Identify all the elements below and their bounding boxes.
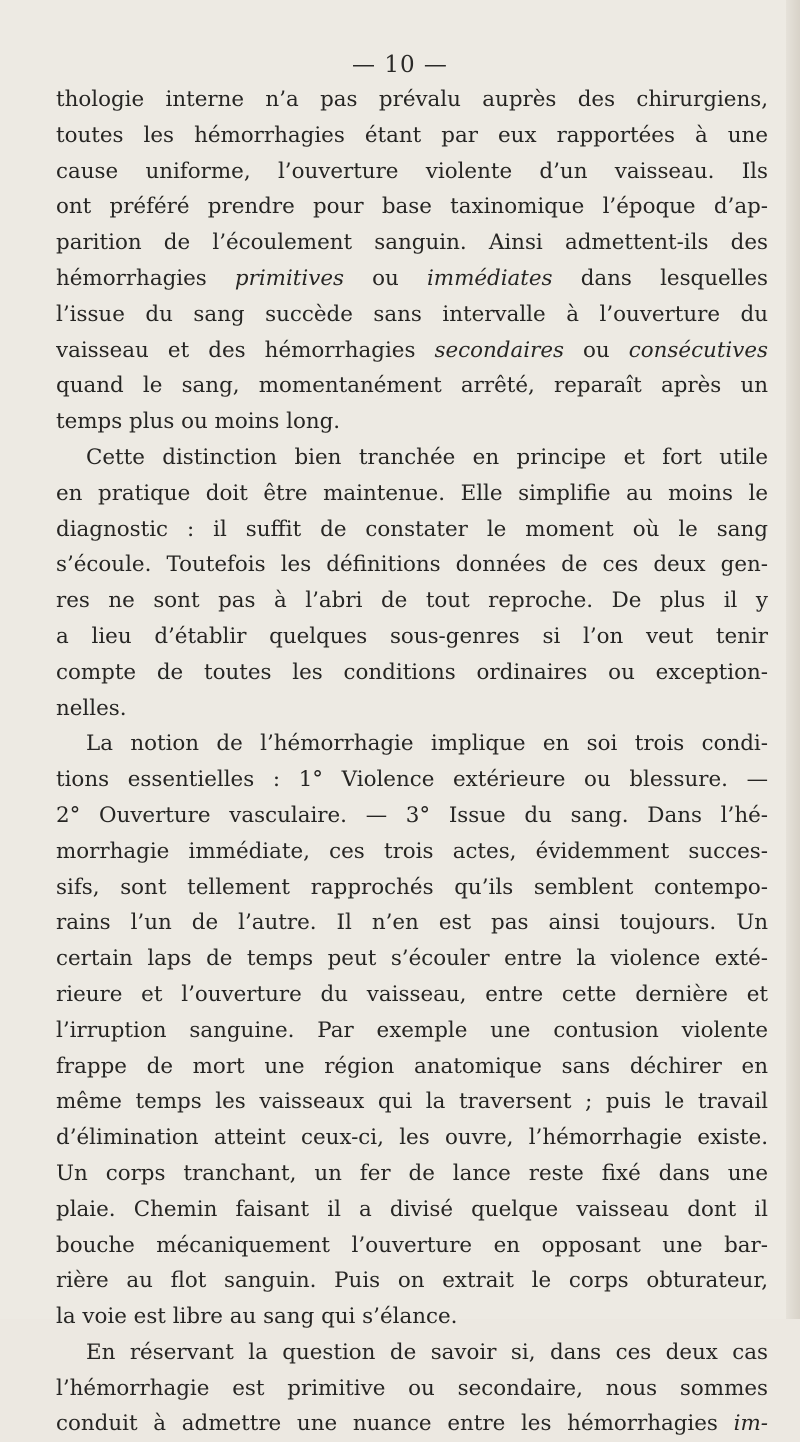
text-line	[56, 941, 768, 977]
text-line	[56, 440, 768, 476]
text-segment: compte de toutes les conditions ordinaires ou exception-	[56, 659, 768, 685]
text-line	[56, 1084, 768, 1120]
text-line	[56, 1156, 768, 1192]
page-edge	[786, 0, 800, 1319]
text-line	[56, 1263, 768, 1299]
text-segment: en pratique doit être maintenue. Elle simplifie au moins le	[56, 480, 768, 506]
text-segment: quand le sang, momentanément arrêté, reparaît après un	[56, 373, 768, 399]
text-segment: rains l’un de l’autre. Il n’en est pas ainsi toujours. Un	[56, 910, 768, 936]
text-segment: ont préféré prendre pour base taxinomique l’époque d’ap-	[56, 194, 768, 220]
text-segment: s’écoule. Toutefois les définitions données de ces deux gen-	[56, 552, 768, 578]
text-line	[56, 798, 768, 834]
text-segment: diagnostic : il suffit de constater le moment où le sang	[56, 516, 768, 542]
text-line	[56, 1406, 768, 1442]
text-line	[56, 1120, 768, 1156]
text-segment: toutes les hémorrhagies étant par eux rapportées à une	[56, 122, 768, 148]
text-segment: bouche mécaniquement l’ouverture en opposant une bar-	[56, 1232, 768, 1258]
text-segment: même temps les vaisseaux qui la traversent ; puis le travail	[56, 1089, 768, 1115]
text-segment: hémorrhagies	[56, 265, 235, 291]
text-segment: a lieu d’établir quelques sous-genres si l’on veut tenir	[56, 623, 768, 649]
text-line	[56, 1049, 768, 1085]
text-line	[56, 905, 768, 941]
italic-term: immédiates	[426, 265, 553, 291]
text-segment: sifs, sont tellement rapprochés qu’ils semblent contempo-	[56, 874, 768, 900]
italic-term: consécutives	[628, 337, 768, 363]
text-segment: frappe de mort une région anatomique sans déchirer en	[56, 1053, 768, 1079]
text-segment: dans lesquelles	[552, 265, 768, 291]
text-line	[56, 154, 768, 190]
text-line	[56, 82, 768, 118]
text-segment: d’élimination atteint ceux-ci, les ouvre, l’hémorrhagie existe.	[56, 1125, 768, 1151]
text-line	[56, 655, 768, 691]
text-line	[56, 1335, 768, 1371]
text-segment: cause uniforme, l’ouverture violente d’un vaisseau. Ils	[56, 158, 768, 184]
text-segment: conduit à admettre une nuance entre les hémorrhagies	[56, 1411, 734, 1437]
text-segment: certain laps de temps peut s’écouler entre la violence exté-	[56, 946, 768, 972]
text-line	[56, 691, 768, 727]
text-segment: ou	[343, 265, 427, 291]
text-line	[56, 404, 768, 440]
text-line	[56, 225, 768, 261]
text-line	[56, 1299, 768, 1335]
text-segment: plaie. Chemin faisant il a divisé quelque vaisseau dont il	[56, 1196, 768, 1222]
text-segment: 2° Ouverture vasculaire. — 3° Issue du sang. Dans l’hé-	[56, 802, 768, 828]
text-line	[56, 476, 768, 512]
text-line	[56, 619, 768, 655]
text-segment: Cette distinction bien tranchée en principe et fort utile	[86, 444, 768, 470]
text-line	[56, 261, 768, 297]
body-text	[56, 82, 768, 1442]
text-segment: l’issue du sang succède sans intervalle à l’ouverture du	[56, 301, 768, 327]
text-segment: vaisseau et des hémorrhagies	[56, 337, 435, 363]
text-segment: ou	[563, 337, 629, 363]
text-segment: rieure et l’ouverture du vaisseau, entre cette dernière et	[56, 981, 768, 1007]
text-segment: morrhagie immédiate, ces trois actes, évidemment succes-	[56, 838, 768, 864]
text-segment: parition de l’écoulement sanguin. Ainsi admettent-ils des	[56, 230, 768, 256]
text-line	[56, 583, 768, 619]
text-line	[56, 1371, 768, 1407]
text-line	[56, 118, 768, 154]
text-segment: En réservant la question de savoir si, dans ces deux cas	[86, 1339, 768, 1365]
text-segment: nelles.	[56, 695, 127, 721]
text-line	[56, 189, 768, 225]
text-line	[56, 762, 768, 798]
italic-term: im-	[733, 1411, 768, 1437]
text-line	[56, 333, 768, 369]
text-segment: temps plus ou moins long.	[56, 409, 341, 435]
text-line	[56, 1228, 768, 1264]
text-line	[56, 1013, 768, 1049]
text-line	[56, 870, 768, 906]
text-segment: tions essentielles : 1° Violence extérieure ou blessure. —	[56, 767, 768, 793]
text-segment: rière au flot sanguin. Puis on extrait le corps obturateur,	[56, 1268, 768, 1294]
italic-term: primitives	[234, 265, 344, 291]
text-line	[56, 977, 768, 1013]
text-segment: Un corps tranchant, un fer de lance reste fixé dans une	[56, 1160, 768, 1186]
text-segment: La notion de l’hémorrhagie implique en soi trois condi-	[86, 731, 768, 757]
text-line	[56, 368, 768, 404]
text-line	[56, 297, 768, 333]
text-segment: l’irruption sanguine. Par exemple une contusion violente	[56, 1017, 768, 1043]
text-line	[56, 726, 768, 762]
text-line	[56, 512, 768, 548]
text-segment: l’hémorrhagie est primitive ou secondaire, nous sommes	[56, 1375, 768, 1401]
text-segment: thologie interne n’a pas prévalu auprès des chirurgiens,	[56, 87, 768, 112]
text-segment: la voie est libre au sang qui s’élance.	[56, 1304, 458, 1330]
italic-term: secondaires	[434, 337, 564, 363]
text-line	[56, 547, 768, 583]
page-number: — 10 —	[352, 52, 448, 78]
text-line	[56, 834, 768, 870]
text-line	[56, 1192, 768, 1228]
text-segment: res ne sont pas à l’abri de tout reproche. De plus il y	[56, 588, 768, 614]
